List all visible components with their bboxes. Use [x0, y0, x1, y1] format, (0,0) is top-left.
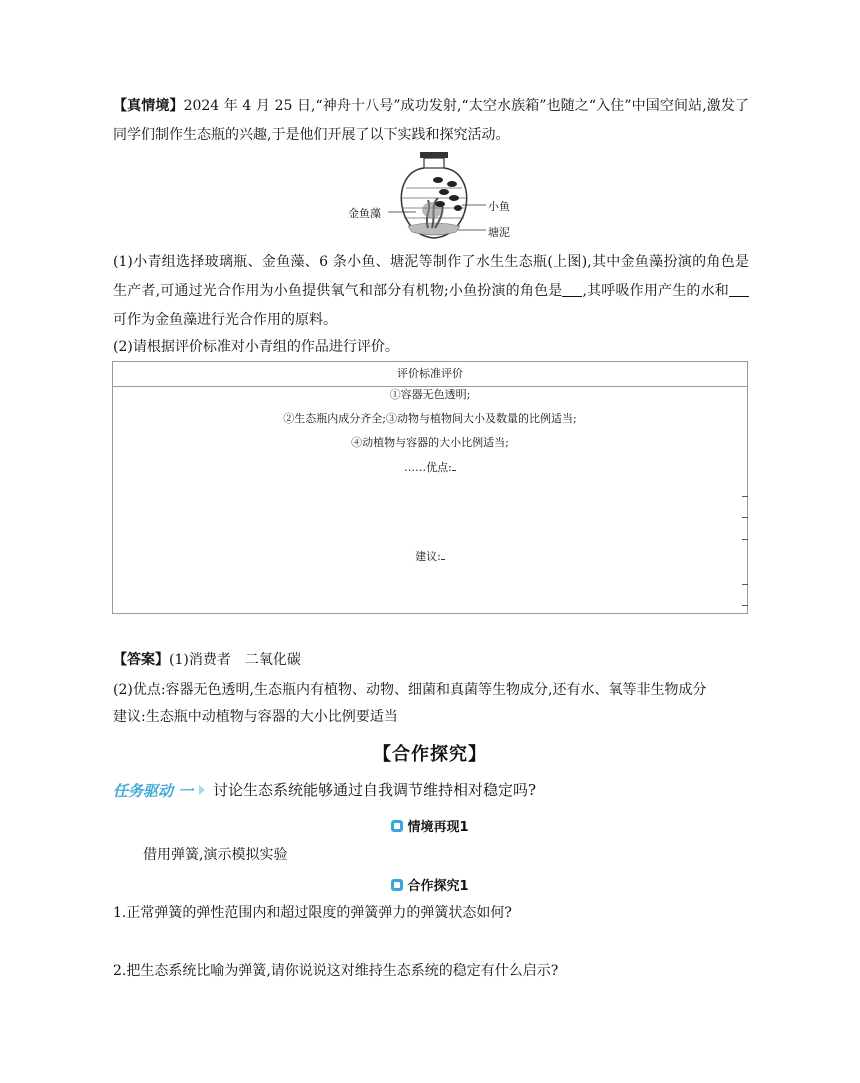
intro-paragraph	[113, 92, 749, 150]
advantages-blank[interactable]	[452, 460, 456, 471]
table-header: 评价标准评价	[113, 362, 747, 387]
advantages-text: ……优点:	[404, 461, 452, 474]
answer-line-3: 建议:生态瓶中动植物与容器的大小比例要适当	[113, 709, 398, 725]
scene-badge	[0, 816, 860, 835]
table-tick	[742, 517, 748, 518]
table-tick	[742, 496, 748, 497]
explore-question-1: 1.正常弹簧的弹性范围内和超过限度的弹簧弹力的弹簧状态如何?	[113, 905, 512, 921]
table-tick	[742, 605, 748, 606]
evaluation-table	[112, 361, 748, 614]
criterion-2-3: ②生态瓶内成分齐全;③动物与植物间大小及数量的比例适当;	[283, 412, 577, 425]
q1-text-a: (1)小青组选择玻璃瓶、金鱼藻、6 条小鱼、塘泥等制作了水生生态瓶(上图),其中金鱼藻扮演的角色是生产者,可通过光合作用为小鱼提供氧气和部分有机物;小鱼扮演的角色是	[113, 254, 749, 299]
label-fish: 小鱼	[488, 200, 510, 213]
answer-line-1	[113, 650, 301, 670]
question-2: (2)请根据评价标准对小青组的作品进行评价。	[113, 339, 399, 355]
q1-text-c: 可作为金鱼藻进行光合作用的原料。	[113, 312, 337, 328]
explore-question-2: 2.把生态系统比喻为弹簧,请你说说这对维持生态系统的稳定有什么启示?	[113, 963, 559, 979]
answer-blank-2[interactable]	[729, 282, 749, 297]
answer-blank-1[interactable]	[562, 282, 582, 297]
question-1	[113, 248, 749, 335]
section-title: 【合作探究】	[373, 744, 487, 765]
task-tag-text: 任务驱动 一	[113, 782, 194, 800]
suggestion-blank[interactable]	[441, 549, 445, 560]
table-tick	[742, 584, 748, 585]
explore-badge	[0, 875, 860, 894]
answer-tag: 【答案】	[113, 652, 169, 668]
ecobottle-figure	[340, 150, 520, 244]
scene-text: 借用弹簧,演示模拟实验	[143, 847, 288, 863]
scene-badge-text: 情境再现1	[407, 820, 469, 835]
q1-text-b: ,其呼吸作用产生的水和	[582, 283, 729, 299]
arrow-icon	[199, 785, 205, 795]
intro-text: 2024 年 4 月 25 日,“神舟十八号”成功发射,“太空水族箱”也随之“入住”中国空间站,激发了同学们制作生态瓶的兴趣,于是他们开展了以下实践和探究活动。	[113, 98, 749, 143]
answer-part-1: (1)消费者 二氧化碳	[169, 652, 301, 668]
task-question: 讨论生态系统能够通过自我调节维持相对稳定吗?	[213, 781, 537, 799]
task-tag	[113, 780, 205, 801]
criterion-1: ①容器无色透明;	[389, 388, 471, 401]
suggestion-text: 建议:	[415, 550, 441, 563]
scene-icon	[391, 820, 403, 832]
criterion-4: ④动植物与容器的大小比例适当;	[351, 436, 509, 449]
suggestion-label[interactable]	[113, 549, 747, 565]
explore-icon	[391, 879, 403, 891]
answer-line-2: (2)优点:容器无色透明,生态瓶内有植物、动物、细菌和真菌等生物成分,还有水、氧等非生物成分	[113, 682, 707, 698]
table-tick	[742, 539, 748, 540]
label-hornwort: 金鱼藻	[348, 207, 381, 220]
label-mud: 塘泥	[488, 226, 510, 239]
advantages-label[interactable]	[113, 460, 747, 476]
intro-tag: 【真情境】	[113, 98, 184, 114]
explore-badge-text: 合作探究1	[407, 879, 469, 894]
